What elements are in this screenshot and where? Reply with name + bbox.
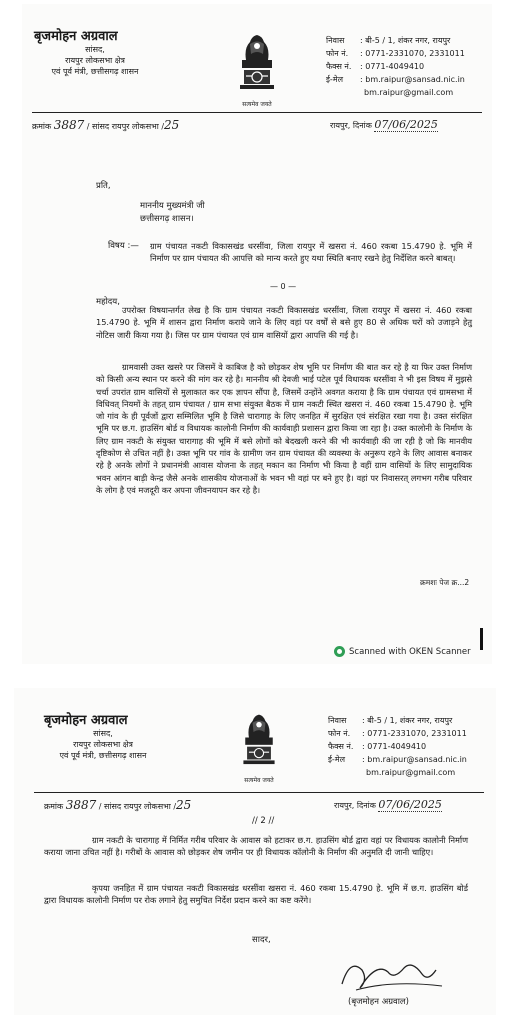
contact-block: निवास : बी-5 / 1, शंकर नगर, रायपुर फोन नं. : 0771-2331070, 2331011 फैक्स नं. : 0771-4049410 ई-मेल : bm.raipur@sansad.nic.in bm.raipur@gmail.com <box>328 716 467 777</box>
scanner-watermark: Scanned with OKEN Scanner <box>334 646 471 657</box>
recipient-line-2: छत्तीसगढ़ शासन। <box>140 214 194 224</box>
motto: सत्यमेव जयते <box>242 101 272 108</box>
subject-label: विषय :— <box>108 241 139 251</box>
signatory-name: (बृजमोहन अग्रवाल) <box>348 997 409 1007</box>
reference-number: क्रमांक 3887 / सांसद रायपुर लोकसभा /25 <box>32 118 180 132</box>
contact-block: निवास : बी-5 / 1, शंकर नगर, रायपुर फोन नं. : 0771-2331070, 2331011 फैक्स नं. : 0771-4049410 ई-मेल : bm.raipur@sansad.nic.in bm.raipur@gmail.com <box>326 36 465 97</box>
salutation: महोदय, <box>96 297 120 307</box>
letter-page-1 <box>22 4 492 664</box>
closing: सादर, <box>252 935 271 945</box>
recipient-line-1: माननीय मुख्यमंत्री जी <box>140 201 205 211</box>
sender-name: बृजमोहन अग्रवाल <box>34 29 118 44</box>
national-emblem-icon <box>232 30 282 110</box>
subject-divider: — 0 — <box>270 282 297 291</box>
body-paragraph-2: ग्रामवासी उक्त खसरे पर जिसमें वे काबिज है को छोड़कर शेष भूमि पर निर्माण की बात कर रहे है या फिर उक्त निर्माण को किसी अन्य स्थान पर करने की मांग कर रहे है। माननीय श्री देवजी भाई पटेल पूर्व विधायक धरसींवा ने भी इस विषय में मुझसे चर्चा उपरांत ग्राम वासियों से मुलाकात कर एक ज्ञापन सौंपा है, जिसमें उन्होंने अवगत कराया है कि ग्राम पंचायत एवं ग्रामसभा में विधिवत् नियमों के तहत् ग्राम पंचायत / ग्राम सभा संयुक्त बैठक में ग्राम नकटी स्थित खसरा नं. 460 रकबा 15.4790 हे. भूमि जो गांव के ही पूर्वजों द्वारा सम्मिलित भूमि है जिसे चारागाह के लिए जनहित में सुरक्षित एवं संरक्षित रखा गया है। उक्त संरक्षित भूमि पर छ.ग. हाउसिंग बोर्ड व विधायक कालोनी निर्माण की कार्यवाही प्रशासन द्वारा किया जा रहा है। उक्त कालोनी के निर्माण के लिए ग्राम नकटी के संयुक्त चारागाह की भूमि में बसे लोगों को बेदखली करने की भी कार्यवाही की जा रही है जो कि मानवीय दृष्टिकोण से उचित नहीं है। उक्त भूमि पर गांव के ग्रामीण जन ग्राम पंचायत की व्यवस्था के अनुरूप रहने के लिए आवास बनाकर रहे है अनके लोगों ने प्रधानमंत्री आवास योजना के तहत् मकान का निर्माण भी किया है वहीं ग्राम वासियों के लिए सामुदायिक भवन आंगन बाड़ी केन्द्र जैसे अनके शासकीय योजनाओं के भवन भी वहां पर बने हुए है। वहां पर निवासरत् लगभग गरीब परिवार के लोग है एवं मजदूरी कर अपना जीवनयापन कर रहे है। <box>96 362 472 495</box>
header-divider <box>32 112 482 113</box>
sender-designation: सांसद, रायपुर लोकसभा क्षेत्र एवं पूर्व मंत्री, छत्तीसगढ़ शासन <box>51 45 139 76</box>
body-paragraph-1: उपरोक्त विषयान्तर्गत लेख है कि ग्राम पंचायत नकटी विकासखंड धरसींवा, जिला रायपुर में खसरा नं. 460 रकबा 15.4790 हे. भूमि में शासन द्वारा निर्माण कराये जाने के लिए वहां पर वर्षों से बसे हुए 80 से अधिक घरों को उजाड़ने हेतु नोटिस जारी किया गया है। जिस पर ग्राम पंचायत एवं ग्राम वासियों द्वारा आपत्ति की गई है। <box>96 305 472 340</box>
scanner-logo-icon <box>334 646 345 657</box>
letter-page-2 <box>14 688 496 1015</box>
signature-icon <box>332 950 462 1000</box>
page-number: // 2 // <box>252 816 275 826</box>
national-emblem-icon <box>234 710 284 786</box>
body-paragraph-2: कृपया जनहित में ग्राम पंचायत नकटी विकासखंड धरसींवा खसरा नं. 460 रकबा 15.4790 हे. भूमि में छ.ग. हाउसिंग बोर्ड द्वारा विधायक कालोनी निर्माण पर रोक लगाने हेतु समुचित निर्देश प्रदान करने का कष्ट करेंगे। <box>44 883 468 906</box>
header-divider <box>34 792 484 793</box>
page-mark <box>480 628 483 650</box>
letter-date: रायपुर, दिनांक 07/06/2025 <box>334 798 442 811</box>
prati: प्रति, <box>96 181 111 191</box>
continued-note: क्रमशः पेज क्र...2 <box>420 578 470 587</box>
motto: सत्यमेव जयते <box>244 777 274 784</box>
reference-number: क्रमांक 3887 / सांसद रायपुर लोकसभा /25 <box>44 798 192 812</box>
sender-name: बृजमोहन अग्रवाल <box>44 713 128 728</box>
body-paragraph-1: ग्राम नकटी के चारागाह में निर्मित गरीब परिवार के आवास को हटाकर छ.ग. हाउसिंग बोर्ड द्वारा वहां पर विधायक कालोनी निर्माण कराया जाना उचित नहीं है। गरीबों के आवास को छोड़कर शेष जमीन पर ही विधायक कॉलोनी के निर्माण की अनुमति दी जानी चाहिए। <box>44 835 468 858</box>
letter-date: रायपुर, दिनांक 07/06/2025 <box>330 118 438 131</box>
sender-designation: सांसद, रायपुर लोकसभा क्षेत्र एवं पूर्व मंत्री, छत्तीसगढ़ शासन <box>59 729 147 760</box>
subject-text: ग्राम पंचायत नकटी विकासखंड धरसींवा, जिला रायपुर में खसरा नं. 460 रकबा 15.4790 हे. भूमि में निर्माण पर ग्राम पंचायत की आपत्ति को मान्य करते हुए यथा स्थिति बनाए रखने हेतु निर्देशित करने बाबत्। <box>150 241 472 264</box>
